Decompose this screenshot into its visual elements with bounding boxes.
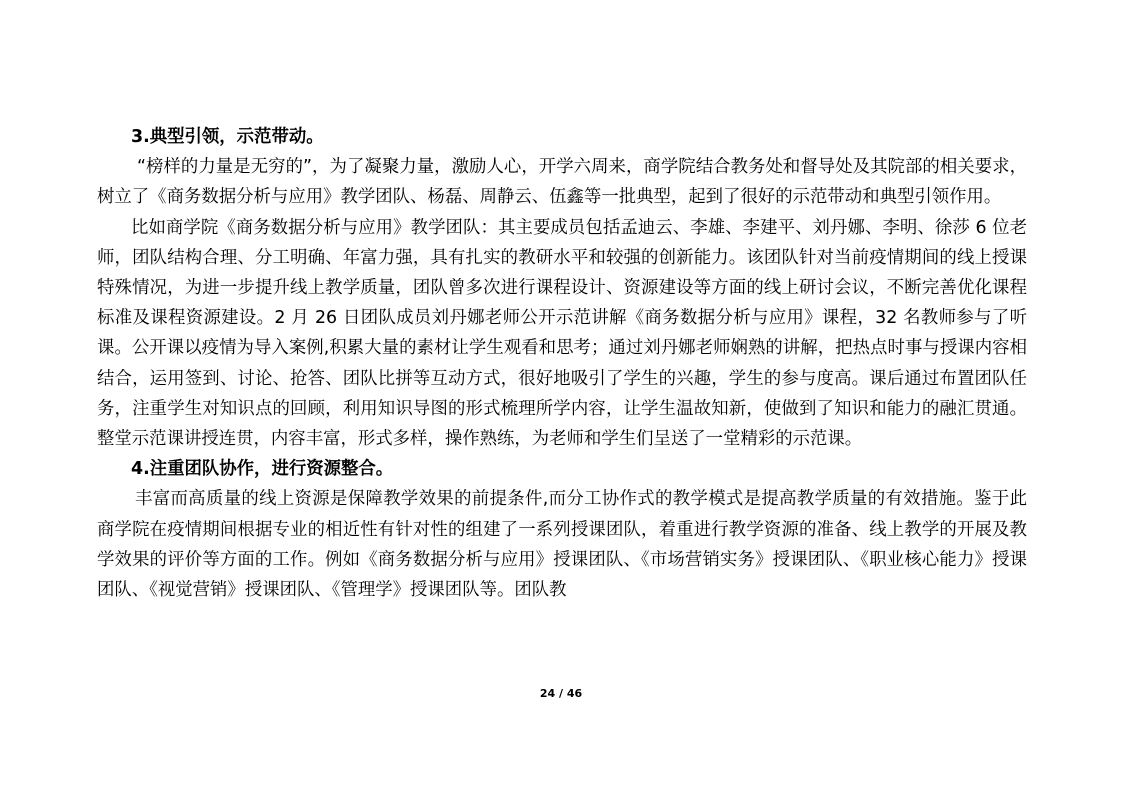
page-number: 24 / 46 bbox=[539, 687, 583, 700]
paragraph-role-models: “榜样的力量是无穷的”，为了凝聚力量，激励人心，开学六周来，商学院结合教务处和督导处及其院部的相关要求，树立了《商务数据分析与应用》教学团队、杨磊、周静云、伍鑫等一批典型，起到了很好的示范带动和典型引领作用。 bbox=[97, 157, 1027, 208]
section-heading-4: 4.注重团队协作，进行资源整合。 bbox=[131, 459, 394, 480]
paragraph-team-collaboration: 丰富而高质量的线上资源是保障教学效果的前提条件,而分工协作式的教学模式是提高教学质量的有效措施。鉴于此商学院在疫情期间根据专业的相近性有针对性的组建了一系列授课团队，着重进行教学资源的准备、线上教学的开展及教学效果的评价等方面的工作。例如《商务数据分析与应用》授课团队、《市场营销实务》授课团队、《职业核心能力》授课团队、《视觉营销》授课团队、《管理学》授课团队等。团队教 bbox=[97, 489, 1027, 601]
paragraph-teaching-team-example: 比如商学院《商务数据分析与应用》教学团队：其主要成员包括孟迪云、李雄、李建平、刘丹娜、李明、徐莎 6 位老师，团队结构合理、分工明确、年富力强，具有扎实的教研水平和较强的创新能力。该团队针对当前疫情期间的线上授课特殊情况，为进一步提升线上教学质量，团队曾多次进行课程设计、资源建设等方面的线上研讨会议，不断完善优化课程标准及课程资源建设。2 月 26 日团队成员刘丹娜老师公开示范讲解《商务数据分析与应用》课程，32 名教师参与了听课。公开课以疫情为导入案例,积累大量的素材让学生观看和思考；通过刘丹娜老师娴熟的讲解，把热点时事与授课内容相结合，运用签到、讨论、抢答、团队比拼等互动方式，很好地吸引了学生的兴趣，学生的参与度高。课后通过布置团队任务，注重学生对知识点的回顾，利用知识导图的形式梳理所学内容，让学生温故知新，使做到了知识和能力的融汇贯通。整堂示范课讲授连贯，内容丰富，形式多样，操作熟练，为老师和学生们呈送了一堂精彩的示范课。 bbox=[97, 217, 1027, 450]
document-body bbox=[97, 122, 1027, 605]
section-heading-3: 3.典型引领，示范带动。 bbox=[131, 127, 324, 147]
